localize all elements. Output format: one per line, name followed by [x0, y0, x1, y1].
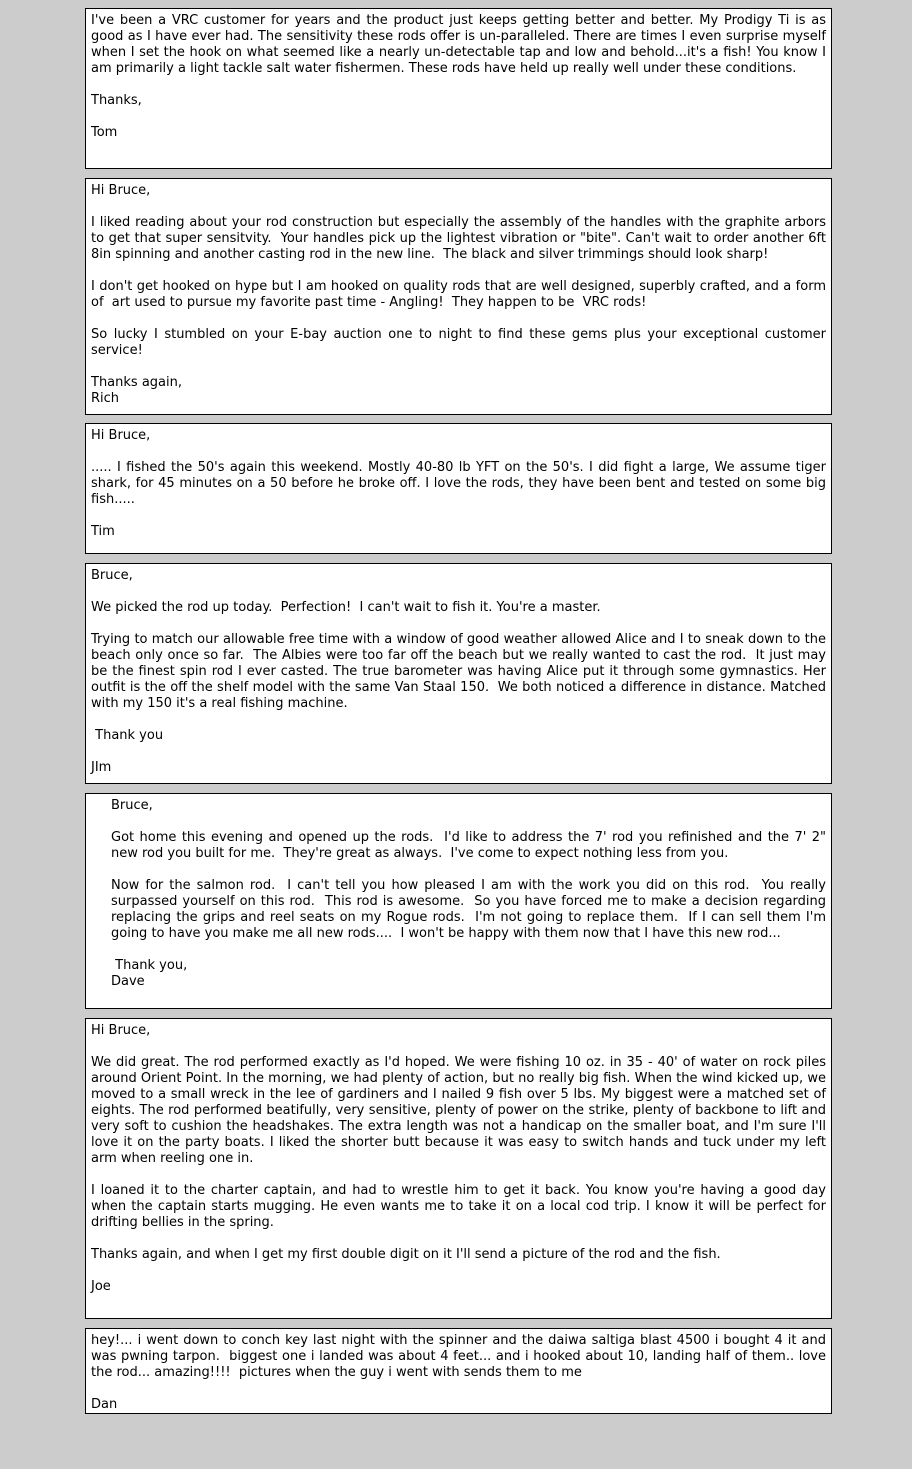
testimonial-jim [85, 563, 832, 784]
testimonial-body: We did great. The rod performed exactly as I'd hoped. We were fishing 10 oz. in 35 - 40' of water on rock piles around Orient Point. In the morning, we had plenty of action, but no really big fish. When the wind kicked up, we moved to a small wreck in the lee of gardiners and I nailed 9 fish over 5 lbs. My biggest were a matched set of eights. The rod performed beatifully, very sensitive, plenty of power on the strike, plenty of backbone to lift and very soft to cushion the headshakes. The extra length was not a handicap on the smaller boat, and I'm sure I'll love it on the party boats. I liked the shorter butt because it was easy to switch hands and tuck under my left arm when reeling one in. [91, 1055, 831, 1166]
testimonial-closing: Thanks, [91, 93, 142, 108]
testimonial-greeting: Bruce, [91, 568, 133, 583]
testimonial-signature: Thank you, Dave [111, 958, 188, 989]
testimonial-body: I've been a VRC customer for years and the product just keeps getting better and better. My Prodigy Ti is as good as I have ever had. The sensitivity these rods offer is un-paralleled. There are times I even surprise myself when I set the hook on what seemed like a nearly un-detectable tap and low and behold...it's a fish! You know I am primarily a light tackle salt water fishermen. These rods have held up really well under these conditions. [91, 13, 831, 76]
testimonial-tim [85, 423, 832, 554]
testimonial-tom [85, 8, 832, 169]
testimonial-greeting: Hi Bruce, [91, 1023, 151, 1038]
testimonial-greeting: Hi Bruce, [91, 183, 151, 198]
testimonial-body: ..... I fished the 50's again this weekend. Mostly 40-80 lb YFT on the 50's. I did fight a large, We assume tiger shark, for 45 minutes on a 50 before he broke off. I love the rods, they have been bent and tested on some big fish..... [91, 460, 831, 507]
testimonial-signature: Dan [91, 1397, 118, 1412]
testimonial-body: So lucky I stumbled on your E-bay auction one to night to find these gems plus your exceptional customer service! [91, 327, 831, 358]
testimonial-body: I liked reading about your rod construction but especially the assembly of the handles with the graphite arbors to get that super sensitvity. Your handles pick up the lightest vibration or "bite". Can't wait to order another 6ft 8in spinning and another casting rod in the new line. The black and silver trimmings should look sharp! [91, 215, 831, 262]
testimonial-body: I don't get hooked on hype but I am hooked on quality rods that are well designed, superbly crafted, and a form of art used to pursue my favorite past time - Angling! They happen to be VRC rods! [91, 279, 831, 310]
testimonial-dan [85, 1328, 832, 1414]
testimonial-signature: Tom [91, 125, 118, 140]
testimonial-signature: Thanks again, Rich [91, 375, 182, 406]
testimonial-dave [85, 793, 832, 1009]
testimonial-closing: Thank you [91, 728, 164, 743]
testimonial-signature: JIm [91, 760, 112, 775]
testimonial-body: hey!... i went down to conch key last night with the spinner and the daiwa saltiga blast 4500 i bought 4 it and was pwning tarpon. biggest one i landed was about 4 feet... and i hooked about 10, landing half of them.. love the rod... amazing!!!! pictures when the guy i went with sends them to me [91, 1333, 831, 1380]
testimonial-greeting: Bruce, [111, 798, 153, 813]
testimonial-joe [85, 1018, 832, 1319]
testimonial-body: Now for the salmon rod. I can't tell you how pleased I am with the work you did on this rod. You really surpassed yourself on this rod. This rod is awesome. So you have forced me to make a decision regarding replacing the grips and reel seats on my Rogue rods. I'm not going to replace them. If I can sell them I'm going to have you make me all new rods.... I won't be happy with them now that I have this new rod... [111, 878, 831, 941]
testimonial-rich [85, 178, 832, 415]
testimonial-body: Got home this evening and opened up the rods. I'd like to address the 7' rod you refinished and the 7' 2" new rod you built for me. They're great as always. I've come to expect nothing less from you. [111, 830, 831, 861]
testimonial-signature: Tim [91, 524, 115, 539]
testimonial-body: Trying to match our allowable free time with a window of good weather allowed Alice and I to sneak down to the beach only once so far. The Albies were too far off the beach but we really wanted to cast the rod. It just may be the finest spin rod I ever casted. The true barometer was having Alice put it through some gymnastics. Her outfit is the off the shelf model with the same Van Staal 150. We both noticed a difference in distance. Matched with my 150 it's a real fishing machine. [91, 632, 831, 711]
testimonial-signature: Joe [91, 1279, 111, 1294]
testimonial-body: Thanks again, and when I get my first double digit on it I'll send a picture of the rod and the fish. [91, 1247, 721, 1262]
testimonial-body: I loaned it to the charter captain, and had to wrestle him to get it back. You know you're having a good day when the captain starts mugging. He even wants me to take it on a local cod trip. I know it will be perfect for drifting bellies in the spring. [91, 1183, 831, 1230]
testimonial-body: We picked the rod up today. Perfection! I can't wait to fish it. You're a master. [91, 600, 601, 615]
testimonial-greeting: Hi Bruce, [91, 428, 151, 443]
